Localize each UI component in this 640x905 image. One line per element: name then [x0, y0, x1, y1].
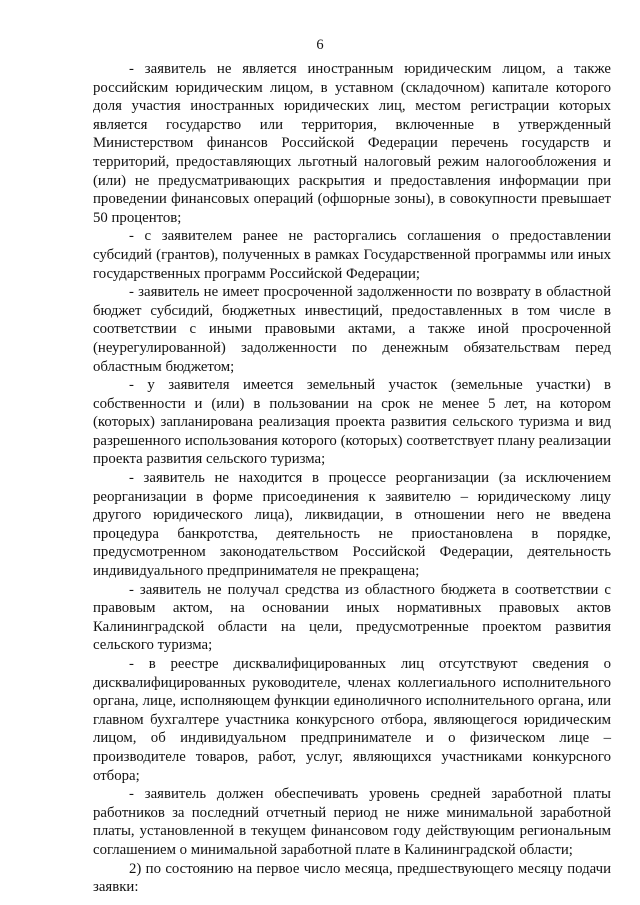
paragraph-state-as-of-date: 2) по состоянию на первое число месяца, предшествующего месяцу подачи заявки: — [93, 860, 611, 896]
paragraph-foreign-entity: - заявитель не является иностранным юридическим лицом, а также российским юридическим лицом, в уставном (складочном) капитале которого доля участия иностранных юридических лиц, местом регистрации которых является государство или территория, включенные в утвержденный Министерством финансов Российской Федерации перечень государств и территорий, предоставляющих льготный налоговый режим налогообложения и (или) не предусматривающих раскрытия и предоставления информации при проведении финансовых операций (офшорные зоны), в совокупности превышает 50 процентов; — [93, 61, 611, 226]
paragraph-reorganization: - заявитель не находится в процессе реорганизации (за исключением реорганизации в форме присоединения к заявителю – юридическому лицу другого юридического лица), ликвидации, в отношении него не введена процедура банкротства, деятельность не приостановлена в порядке, предусмотренном законодательством Российской Федерации, деятельность индивидуального предпринимателя не прекращена; — [93, 470, 611, 580]
paragraph-land-plot: - у заявителя имеется земельный участок (земельные участки) в собственности и (или) в пользовании на срок не менее 5 лет, на котором (которых) запланирована реализация проекта развития сельского туризма и вид разрешенного использования которого (которых) соответствует плану реализации проекта развития сельского туризма; — [93, 377, 611, 468]
paragraph-agreements: - с заявителем ранее не расторгались соглашения о предоставлении субсидий (грантов), полученных в рамках Государственной программы или иных государственных программ Российской Федерации; — [93, 228, 611, 282]
paragraph-wage-level: - заявитель должен обеспечивать уровень средней заработной платы работников за последний отчетный период не ниже минимальной заработной платы, установленной в текущем финансовом году действующим региональным соглашением о минимальной заработной плате в Калининградской области; — [93, 786, 611, 858]
paragraph-overdue-debt: - заявитель не имеет просроченной задолженности по возврату в областной бюджет субсидий, бюджетных инвестиций, предоставленных в том числе в соответствии с иными правовыми актами, а также иной просроченной (неурегулированной) задолженности по денежным обязательствам перед областным бюджетом; — [93, 284, 611, 375]
paragraph-regional-funds: - заявитель не получал средства из областного бюджета в соответствии с правовым актом, на основании иных нормативных правовых актов Калининградской области на цели, предусмотренные проектом развития сельского туризма; — [93, 581, 611, 654]
page-number: 6 — [316, 37, 324, 53]
document-body — [93, 60, 611, 897]
paragraph-disqualified-registry: - в реестре дисквалифицированных лиц отсутствуют сведения о дисквалифицированных руководителе, членах коллегиального исполнительного органа, лице, исполняющем функции единоличного исполнительного органа, или главном бухгалтере участника конкурсного отбора, являющегося юридическим лицом, об индивидуальном предпринимателе и о физическом лице – производителе товаров, работ, услуг, являющихся участниками конкурсного отбора; — [93, 656, 611, 784]
